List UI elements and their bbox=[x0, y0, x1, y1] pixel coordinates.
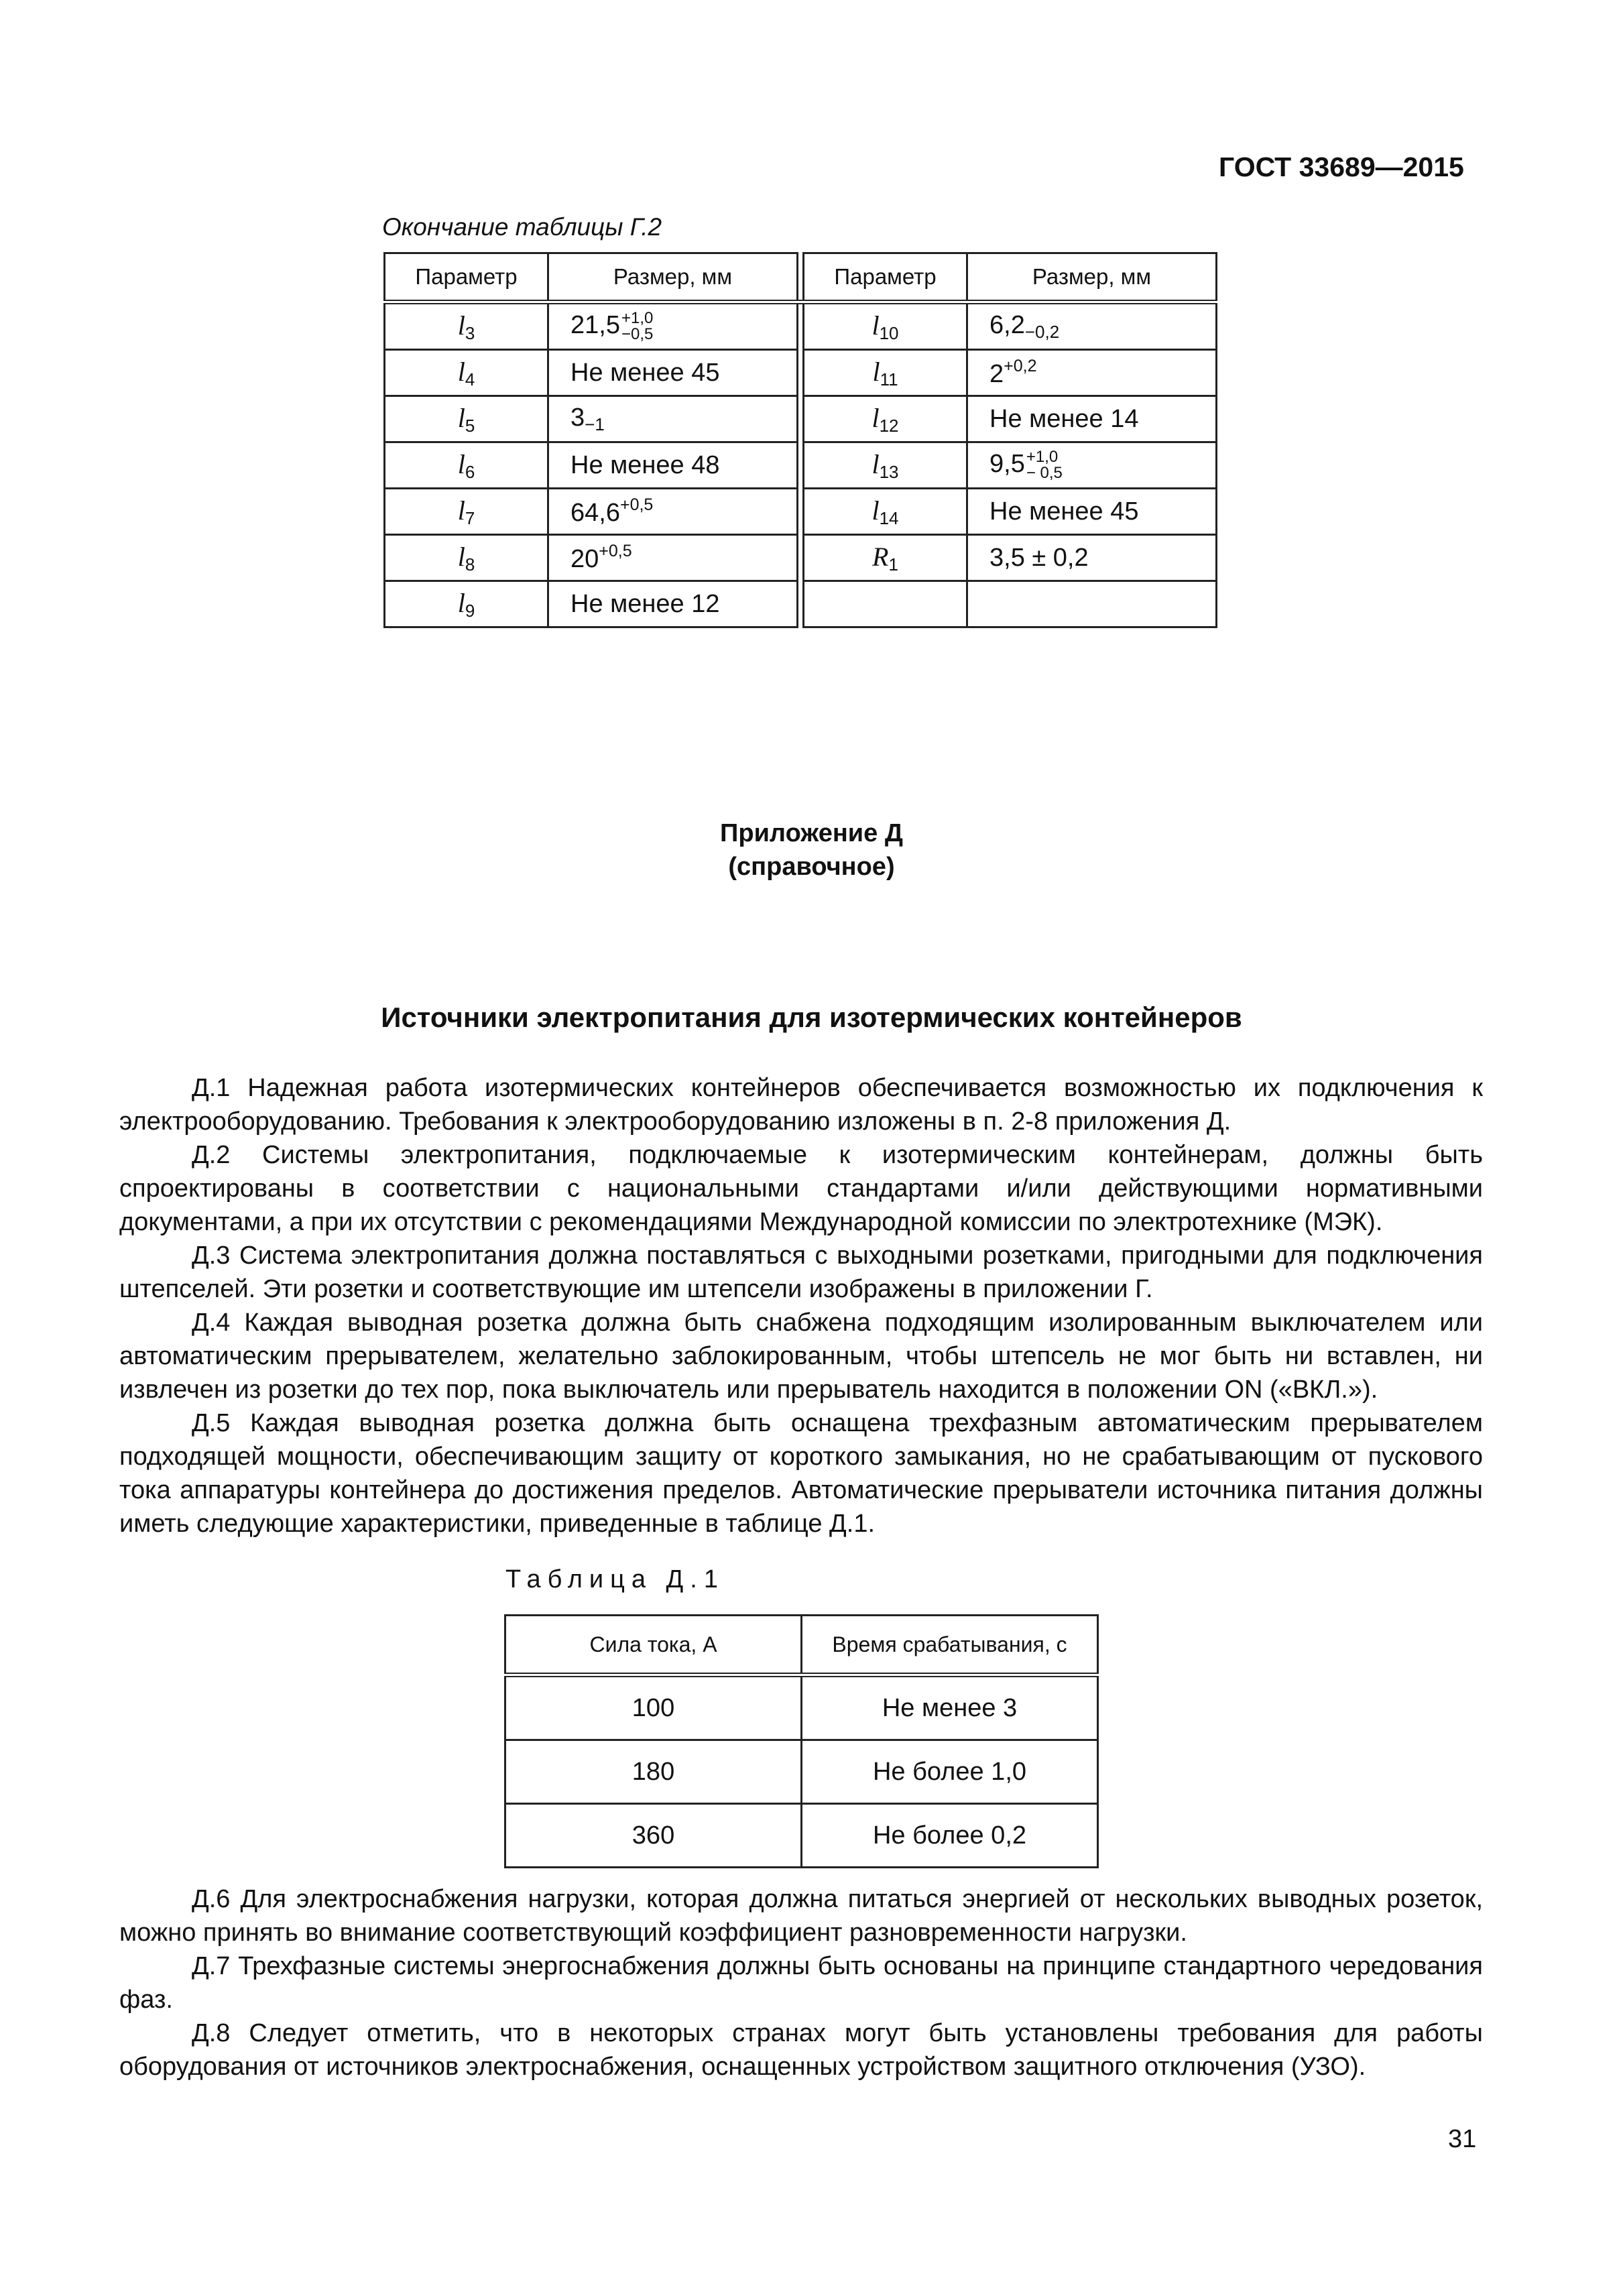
page-number: 31 bbox=[1448, 2125, 1477, 2153]
time-cell: Не более 0,2 bbox=[802, 1804, 1098, 1868]
current-cell: 360 bbox=[505, 1804, 802, 1868]
param-cell: $l_{12}$ bbox=[804, 396, 967, 442]
size-cell: Не менее 45 bbox=[967, 489, 1217, 535]
col-header-param-right: Параметр bbox=[804, 253, 967, 302]
paragraph-d7: Д.7 Трехфазные системы энергоснабжения должны быть основаны на принципе стандартного чередования фаз. bbox=[119, 1952, 1483, 2014]
table-row bbox=[505, 1675, 1098, 1740]
table-row bbox=[385, 350, 1217, 396]
table-row bbox=[385, 581, 1217, 627]
size-cell: Не менее 12 bbox=[548, 581, 798, 627]
table-d1-caption: Таблица Д.1 bbox=[505, 1565, 725, 1593]
param-cell: $l_6$ bbox=[385, 442, 548, 489]
size-cell: $2^{+0,2}$ bbox=[967, 350, 1217, 396]
table-gap bbox=[798, 302, 804, 350]
current-cell: 180 bbox=[505, 1740, 802, 1804]
table-row bbox=[385, 396, 1217, 442]
size-cell: 9,5 +1,0 − 0,5 bbox=[967, 442, 1217, 489]
current-cell: 100 bbox=[505, 1675, 802, 1740]
size-cell: $20^{+0,5}$ bbox=[548, 535, 798, 581]
size-cell: Не менее 45 bbox=[548, 350, 798, 396]
param-cell-empty bbox=[804, 581, 967, 627]
standard-number: ГОСТ 33689—2015 bbox=[1219, 152, 1464, 182]
table-gap bbox=[798, 253, 804, 302]
param-cell: $R_1$ bbox=[804, 535, 967, 581]
table-gap bbox=[798, 350, 804, 396]
size-cell: Не менее 48 bbox=[548, 442, 798, 489]
appendix-title: Источники электропитания для изотермических контейнеров bbox=[381, 1002, 1242, 1033]
table-row bbox=[385, 442, 1217, 489]
size-cell: $6,2_{-0,2}$ bbox=[967, 302, 1217, 350]
paragraph-d1: Д.1 Надежная работа изотермических контейнеров обеспечивается возможностью их подключения к электрооборудованию. Требования к электрооборудованию изложены в п. 2-8 приложения Д. bbox=[119, 1074, 1483, 1136]
size-cell: $3_{-1}$ bbox=[548, 396, 798, 442]
table-row bbox=[385, 489, 1217, 535]
size-cell: Не менее 14 bbox=[967, 396, 1217, 442]
table-gap bbox=[798, 489, 804, 535]
appendix-type: (справочное) bbox=[728, 853, 895, 881]
param-cell: $l_9$ bbox=[385, 581, 548, 627]
table-header-row bbox=[385, 253, 1217, 302]
table-row bbox=[385, 535, 1217, 581]
time-cell: Не более 1,0 bbox=[802, 1740, 1098, 1804]
param-cell: $l_{10}$ bbox=[804, 302, 967, 350]
paragraph-d8: Д.8 Следует отметить, что в некоторых странах могут быть установлены требования для работы оборудования от источников электроснабжения, оснащенных устройством защитного отключения (УЗО). bbox=[119, 2019, 1483, 2081]
col-header-param-left: Параметр bbox=[385, 253, 548, 302]
param-cell: $l_5$ bbox=[385, 396, 548, 442]
param-cell: $l_{14}$ bbox=[804, 489, 967, 535]
size-cell: 3,5 ± 0,2 bbox=[967, 535, 1217, 581]
paragraph-d2: Д.2 Системы электропитания, подключаемые к изотермическим контейнерам, должны быть спроектированы в соответствии с национальными стандартами и/или действующими нормативными документами, а при их отсутствии с рекомендациями Международной комиссии по электротехнике (МЭК). bbox=[119, 1141, 1483, 1236]
time-cell: Не менее 3 bbox=[802, 1675, 1098, 1740]
param-cell: $l_8$ bbox=[385, 535, 548, 581]
col-header-time: Время срабатывания, с bbox=[802, 1616, 1098, 1675]
paragraph-d5: Д.5 Каждая выводная розетка должна быть оснащена трехфазным автоматическим прерывателем подходящей мощности, обеспечивающим защиту от короткого замыкания, но не срабатывающим от пускового тока аппаратуры контейнера до достижения пределов. Автоматические прерыватели источника питания должны иметь следующие характеристики, приведенные в таблице Д.1. bbox=[119, 1409, 1483, 1538]
param-cell: $l_4$ bbox=[385, 350, 548, 396]
body-text-b bbox=[119, 1882, 1483, 2083]
param-cell: $l_7$ bbox=[385, 489, 548, 535]
table-gap bbox=[798, 581, 804, 627]
appendix-label: Приложение Д bbox=[720, 819, 903, 847]
param-cell: $l_{11}$ bbox=[804, 350, 967, 396]
size-cell-empty bbox=[967, 581, 1217, 627]
col-header-size-right: Размер, мм bbox=[967, 253, 1217, 302]
size-cell: $64,6^{+0,5}$ bbox=[548, 489, 798, 535]
paragraph-d6: Д.6 Для электроснабжения нагрузки, которая должна питаться энергией от нескольких выводных розеток, можно принять во внимание соответствующий коэффициент разновременности нагрузки. bbox=[119, 1885, 1483, 1947]
table-header-row bbox=[505, 1616, 1098, 1675]
col-header-current: Сила тока, А bbox=[505, 1616, 802, 1675]
table-row bbox=[505, 1804, 1098, 1868]
table-row bbox=[505, 1740, 1098, 1804]
table-gap bbox=[798, 442, 804, 489]
size-cell: 21,5 +1,0 −0,5 bbox=[548, 302, 798, 350]
paragraph-d4: Д.4 Каждая выводная розетка должна быть снабжена подходящим изолированным выключателем или автоматическим прерывателем, желательно заблокированным, чтобы штепсель не мог быть ни вставлен, ни извлечен из розетки до тех пор, пока выключатель или прерыватель находится в положении ON («ВКЛ.»). bbox=[119, 1309, 1483, 1404]
table-row bbox=[385, 302, 1217, 350]
body-text-a bbox=[119, 1071, 1483, 1540]
table-gap bbox=[798, 535, 804, 581]
table-d1 bbox=[504, 1614, 1099, 1868]
table-gap bbox=[798, 396, 804, 442]
table-g2-caption: Окончание таблицы Г.2 bbox=[382, 213, 662, 241]
param-cell: $l_3$ bbox=[385, 302, 548, 350]
param-cell: $l_{13}$ bbox=[804, 442, 967, 489]
table-g2 bbox=[383, 252, 1217, 628]
col-header-size-left: Размер, мм bbox=[548, 253, 798, 302]
paragraph-d3: Д.3 Система электропитания должна поставляться с выходными розетками, пригодными для подключения штепселей. Эти розетки и соответствующие им штепсели изображены в приложении Г. bbox=[119, 1242, 1483, 1303]
